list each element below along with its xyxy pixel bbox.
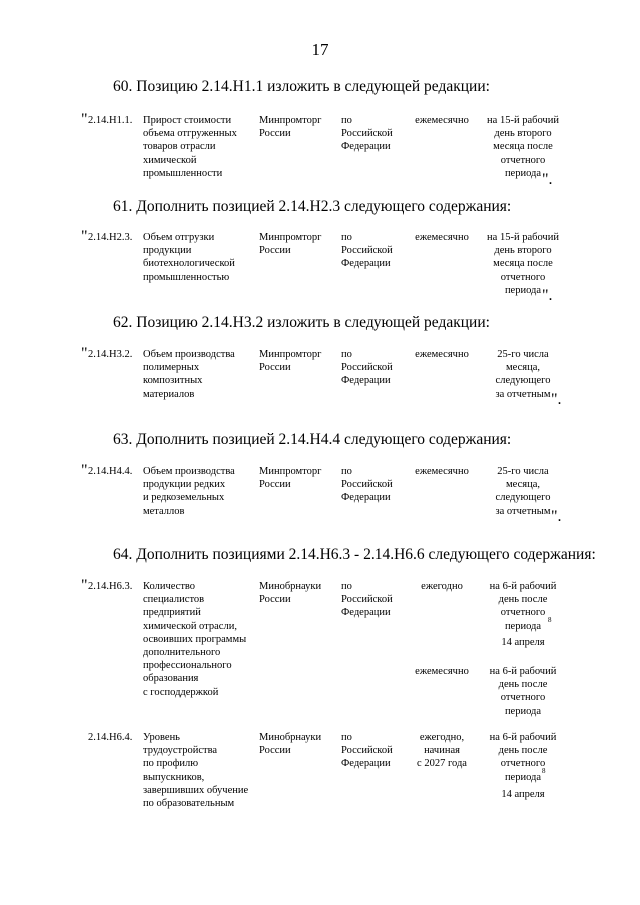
periodicity: ежегодно: [421, 581, 463, 592]
indicator-name: Объем производства продукции редких и редкоземельных металлов: [143, 466, 235, 517]
responsible-agency: Минобрнауки России: [259, 581, 322, 606]
footnote-mark: 8: [542, 767, 546, 775]
territorial-level: по Российской Федерации: [341, 232, 393, 270]
position-code: 2.14.Н3.2.: [88, 349, 133, 360]
periodicity: ежемесячно: [415, 232, 469, 243]
periodicity: ежегодно, начиная с 2027 года: [417, 732, 467, 770]
responsible-agency: Минобрнауки России: [259, 732, 322, 757]
open-quote: ": [81, 462, 88, 479]
territorial-level: по Российской Федерации: [341, 732, 393, 770]
periodicity: ежемесячно: [415, 349, 469, 360]
position-code: 2.14.Н6.3.: [88, 581, 133, 592]
deadline: на 6-й рабочий день после отчетного периода: [489, 581, 557, 632]
indicator-name: Прирост стоимости объема отгруженных товаров отрасли химической промышленности: [143, 115, 237, 179]
deadline-extra: 14 апреля: [501, 789, 545, 800]
position-code: 2.14.Н6.4.: [88, 732, 133, 743]
deadline: на 6-й рабочий день после отчетного периода: [489, 732, 557, 783]
open-quote: ": [81, 345, 88, 362]
deadline-secondary: на 6-й рабочий день после отчетного периода: [489, 666, 557, 717]
close-quote: ".: [542, 171, 553, 188]
periodicity: ежемесячно: [415, 115, 469, 126]
periodicity-secondary: ежемесячно: [415, 666, 469, 677]
responsible-agency: Минпромторг России: [259, 232, 322, 257]
responsible-agency: Минпромторг России: [259, 349, 322, 374]
deadline-extra: 14 апреля: [501, 637, 545, 648]
position-code: 2.14.Н1.1.: [88, 115, 133, 126]
territorial-level: по Российской Федерации: [341, 581, 393, 619]
open-quote: ": [81, 228, 88, 245]
open-quote: ": [81, 577, 88, 594]
territorial-level: по Российской Федерации: [341, 466, 393, 504]
indicator-name: Объем отгрузки продукции биотехнологической промышленностью: [143, 232, 235, 283]
territorial-level: по Российской Федерации: [341, 349, 393, 387]
deadline: 25-го числа месяца, следующего за отчетным: [495, 349, 551, 400]
section-heading: 60. Позицию 2.14.Н1.1 изложить в следующей редакции:: [113, 78, 490, 95]
position-code: 2.14.Н2.3.: [88, 232, 133, 243]
section-heading: 62. Позицию 2.14.Н3.2 изложить в следующей редакции:: [113, 314, 490, 331]
page-number: 17: [311, 40, 329, 59]
responsible-agency: Минпромторг России: [259, 466, 322, 491]
indicator-name: Уровень трудоустройства по профилю выпускников, завершивших обучение по образовательным: [143, 732, 249, 810]
deadline: на 15-й рабочий день второго месяца после отчетного периода: [487, 115, 559, 179]
position-code: 2.14.Н4.4.: [88, 466, 133, 477]
close-quote: ".: [542, 287, 553, 304]
periodicity: ежемесячно: [415, 466, 469, 477]
deadline: на 15-й рабочий день второго месяца после отчетного периода: [487, 232, 559, 296]
indicator-name: Объем производства полимерных композитных материалов: [143, 349, 235, 400]
territorial-level: по Российской Федерации: [341, 115, 393, 153]
responsible-agency: Минпромторг России: [259, 115, 322, 140]
close-quote: ".: [551, 391, 562, 408]
section-heading: 64. Дополнить позициями 2.14.Н6.3 - 2.14.Н6.6 следующего содержания:: [113, 546, 596, 563]
section-heading: 61. Дополнить позицией 2.14.Н2.3 следующего содержания:: [113, 198, 512, 215]
section-heading: 63. Дополнить позицией 2.14.Н4.4 следующего содержания:: [113, 431, 512, 448]
footnote-mark: 8: [548, 616, 552, 624]
open-quote: ": [81, 111, 88, 128]
indicator-name: Количество специалистов предприятий химической отрасли, освоивших программы дополнительного профессионального образования с господдержкой: [143, 581, 247, 698]
deadline: 25-го числа месяца, следующего за отчетным: [495, 466, 551, 517]
close-quote: ".: [551, 508, 562, 525]
